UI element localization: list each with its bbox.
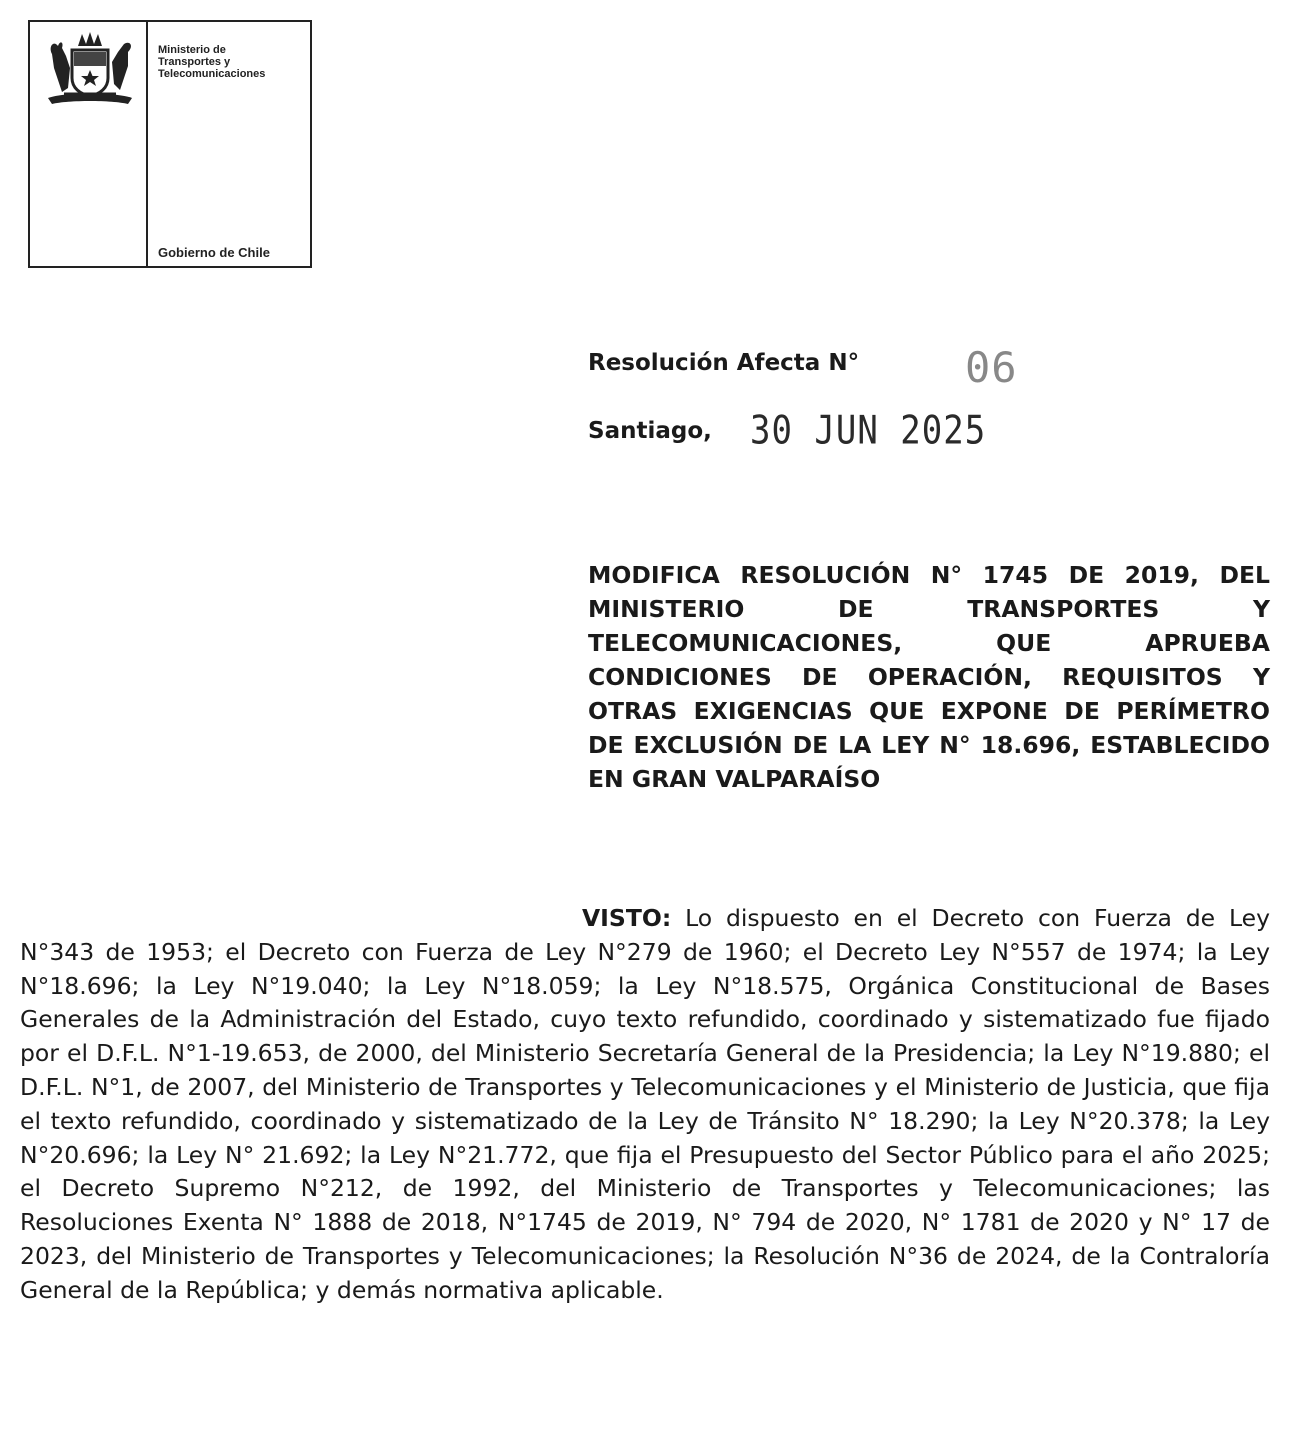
visto-label: VISTO:	[582, 904, 672, 932]
visto-text: Lo dispuesto en el Decreto con Fuerza de Ley N°343 de 1953; el Decreto con Fuerza de Ley N°279 de 1960; el Decreto Ley N°557 de 1974; la Ley N°18.696; la Ley N°19.040; la Ley N°18.059; la Ley N°18.575, Orgánica Constitucional de Bases Generales de la Administración del Estado, cuyo texto refundido, coordinado y sistematizado fue fijado por el D.F.L. N°1-19.653, de 2000, del Ministerio Secretaría General de la Presidencia; la Ley N°19.880; el D.F.L. N°1, de 2007, del Ministerio de Transportes y Telecomunicaciones y el Ministerio de Justicia, que fija el texto refundido, coordinado y sistematizado de la Ley de Tránsito N° 18.290; la Ley N°20.378; la Ley N°20.696; la Ley N° 21.692; la Ley N°21.772, que fija el Presupuesto del Sector Público para el año 2025; el Decreto Supremo N°212, de 1992, del Ministerio de Transportes y Telecomunicaciones; las Resoluciones Exenta N° 1888 de 2018, N°1745 de 2019, N° 794 de 2020, N° 1781 de 2020 y N° 17 de 2023, del Ministerio de Transportes y Telecomunicaciones; la Resolución N°36 de 2024, de la Contraloría General de la República; y demás normativa aplicable.	[20, 904, 1270, 1304]
ministry-name-line-1: Ministerio de	[158, 44, 226, 56]
visto-paragraph	[20, 902, 1270, 1308]
ministry-name	[158, 44, 265, 80]
resolution-number-stamp: 06	[965, 343, 1018, 392]
ministry-name-line-3: Telecomunicaciones	[158, 68, 266, 80]
government-name: Gobierno de Chile	[158, 245, 270, 260]
place-label: Santiago,	[588, 418, 712, 444]
resolution-title: MODIFICA RESOLUCIÓN N° 1745 DE 2019, DEL MINISTERIO DE TRANSPORTES Y TELECOMUNICACIONES, QUE APRUEBA CONDICIONES DE OPERACIÓN, REQUISITOS Y OTRAS EXIGENCIAS QUE EXPONE DE PERÍMETRO DE EXCLUSIÓN DE LA LEY N° 18.696, ESTABLECIDO EN GRAN VALPARAÍSO	[588, 561, 1270, 793]
letterhead-logo-box	[28, 20, 312, 268]
date-stamp: 30 JUN 2025	[750, 408, 987, 454]
resolution-label: Resolución Afecta N°	[588, 350, 860, 376]
letterhead-divider	[146, 22, 148, 266]
ministry-name-line-2: Transportes y	[158, 56, 231, 68]
chile-coat-of-arms-icon	[44, 32, 136, 108]
